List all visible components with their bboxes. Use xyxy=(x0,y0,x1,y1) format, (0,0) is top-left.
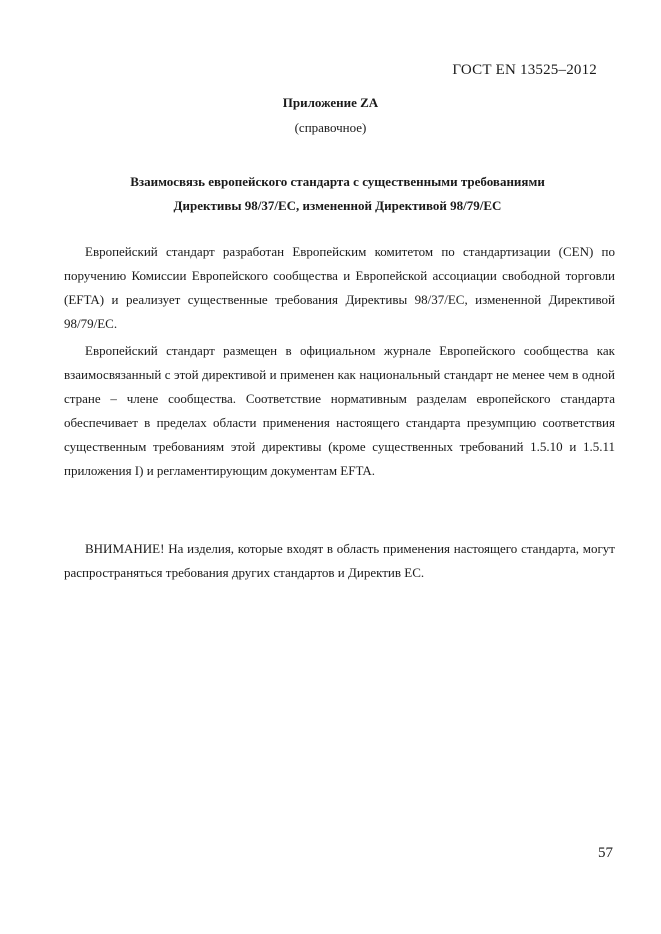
page-number: 57 xyxy=(598,845,613,861)
paragraph-conformity: Европейский стандарт размещен в официальном журнале Европейского сообщества как взаимосвязанный с этой директивой и применен как национальный стандарт не менее чем в одной стране – члене сообщества. Соответствие нормативным разделам европейского стандарта обеспечивает в пределах области применения настоящего стандарта презумпцию соответствия существенным требованиям этой директивы (кроме существенных требований 1.5.10 и 1.5.11 приложения I) и регламентирующим документам EFTA. xyxy=(64,343,615,479)
document-code: ГОСТ EN 13525–2012 xyxy=(452,62,597,78)
paragraph-warning: ВНИМАНИЕ! На изделия, которые входят в область применения настоящего стандарта, могут распространяться требования других стандартов и Директив ЕС. xyxy=(64,541,615,581)
paragraph-block xyxy=(64,339,615,484)
section-heading-line-1: Взаимосвязь европейского стандарта с существенными требованиями xyxy=(130,174,545,189)
section-heading-line-2: Директивы 98/37/ЕС, измененной Директивой 98/79/ЕС xyxy=(173,198,502,213)
paragraph-block xyxy=(64,537,615,585)
paragraph-block xyxy=(64,240,615,336)
annex-title: Приложение ZA xyxy=(282,95,379,110)
section-heading xyxy=(60,170,615,218)
paragraph-cen-mandate: Европейский стандарт разработан Европейским комитетом по стандартизации (CEN) по поручению Комиссии Европейского сообщества и Европейской ассоциации свободной торговли (EFTA) и реализует существенные требования Директивы 98/37/ЕС, измененной Директивой 98/79/ЕС. xyxy=(64,244,615,332)
annex-subtitle: (справочное) xyxy=(294,120,367,135)
